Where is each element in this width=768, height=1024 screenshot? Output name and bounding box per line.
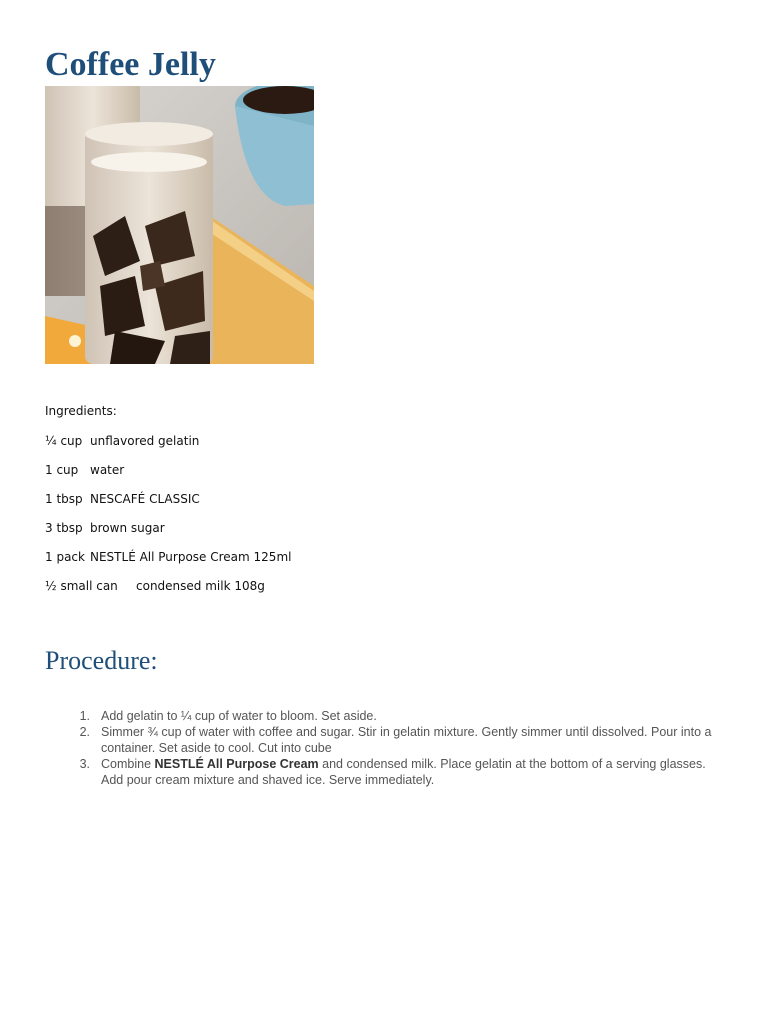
step-text: Simmer ¾ cup of water with coffee and sugar. Stir in gelatin mixture. Gently simmer until dissolved. Pour into a container. Set aside to cool. Cut into cube [101, 725, 712, 755]
ingredient-row [45, 579, 291, 608]
step-number: 1. [79, 709, 90, 723]
ingredients-heading: Ingredients: [45, 404, 117, 418]
recipe-title: Coffee Jelly [45, 46, 216, 83]
ingredient-row [45, 550, 291, 579]
ingredient-qty: 3 tbsp [45, 521, 83, 535]
ingredient-row [45, 434, 291, 463]
coffee-jelly-photo [45, 86, 314, 364]
ingredient-name: NESCAFÉ CLASSIC [90, 492, 200, 506]
ingredient-name: unflavored gelatin [90, 434, 200, 448]
ingredient-qty: 1 cup [45, 463, 79, 477]
step-text-bold: NESTLÉ All Purpose Cream [154, 757, 319, 771]
procedure-steps [45, 708, 715, 788]
procedure-step [45, 708, 715, 724]
ingredient-qty: ½ small can [45, 579, 118, 593]
step-number: 3. [79, 757, 90, 771]
procedure-heading: Procedure: [45, 646, 158, 675]
ingredient-row [45, 492, 291, 521]
ingredient-qty: 1 pack [45, 550, 85, 564]
ingredient-qty: 1 tbsp [45, 492, 83, 506]
ingredient-qty: ¼ cup [45, 434, 83, 448]
step-text-pre: Combine [101, 757, 155, 771]
procedure-step [45, 756, 715, 788]
step-text [90, 756, 715, 788]
ingredient-name: condensed milk 108g [136, 579, 265, 593]
step-text-post: and condensed milk. Place gelatin at the bottom of a serving glasses. Add pour cream mixture and shaved ice. Serve immediately. [101, 757, 706, 787]
ingredient-name: NESTLÉ All Purpose Cream 125ml [90, 550, 292, 564]
step-text: Add gelatin to ¼ cup of water to bloom. Set aside. [101, 709, 377, 723]
ingredient-row [45, 463, 291, 492]
ingredient-row [45, 521, 291, 550]
ingredient-name: water [90, 463, 125, 477]
procedure-step [45, 724, 715, 756]
ingredient-name: brown sugar [90, 521, 165, 535]
step-number: 2. [79, 725, 90, 739]
ingredients-section [45, 404, 291, 608]
